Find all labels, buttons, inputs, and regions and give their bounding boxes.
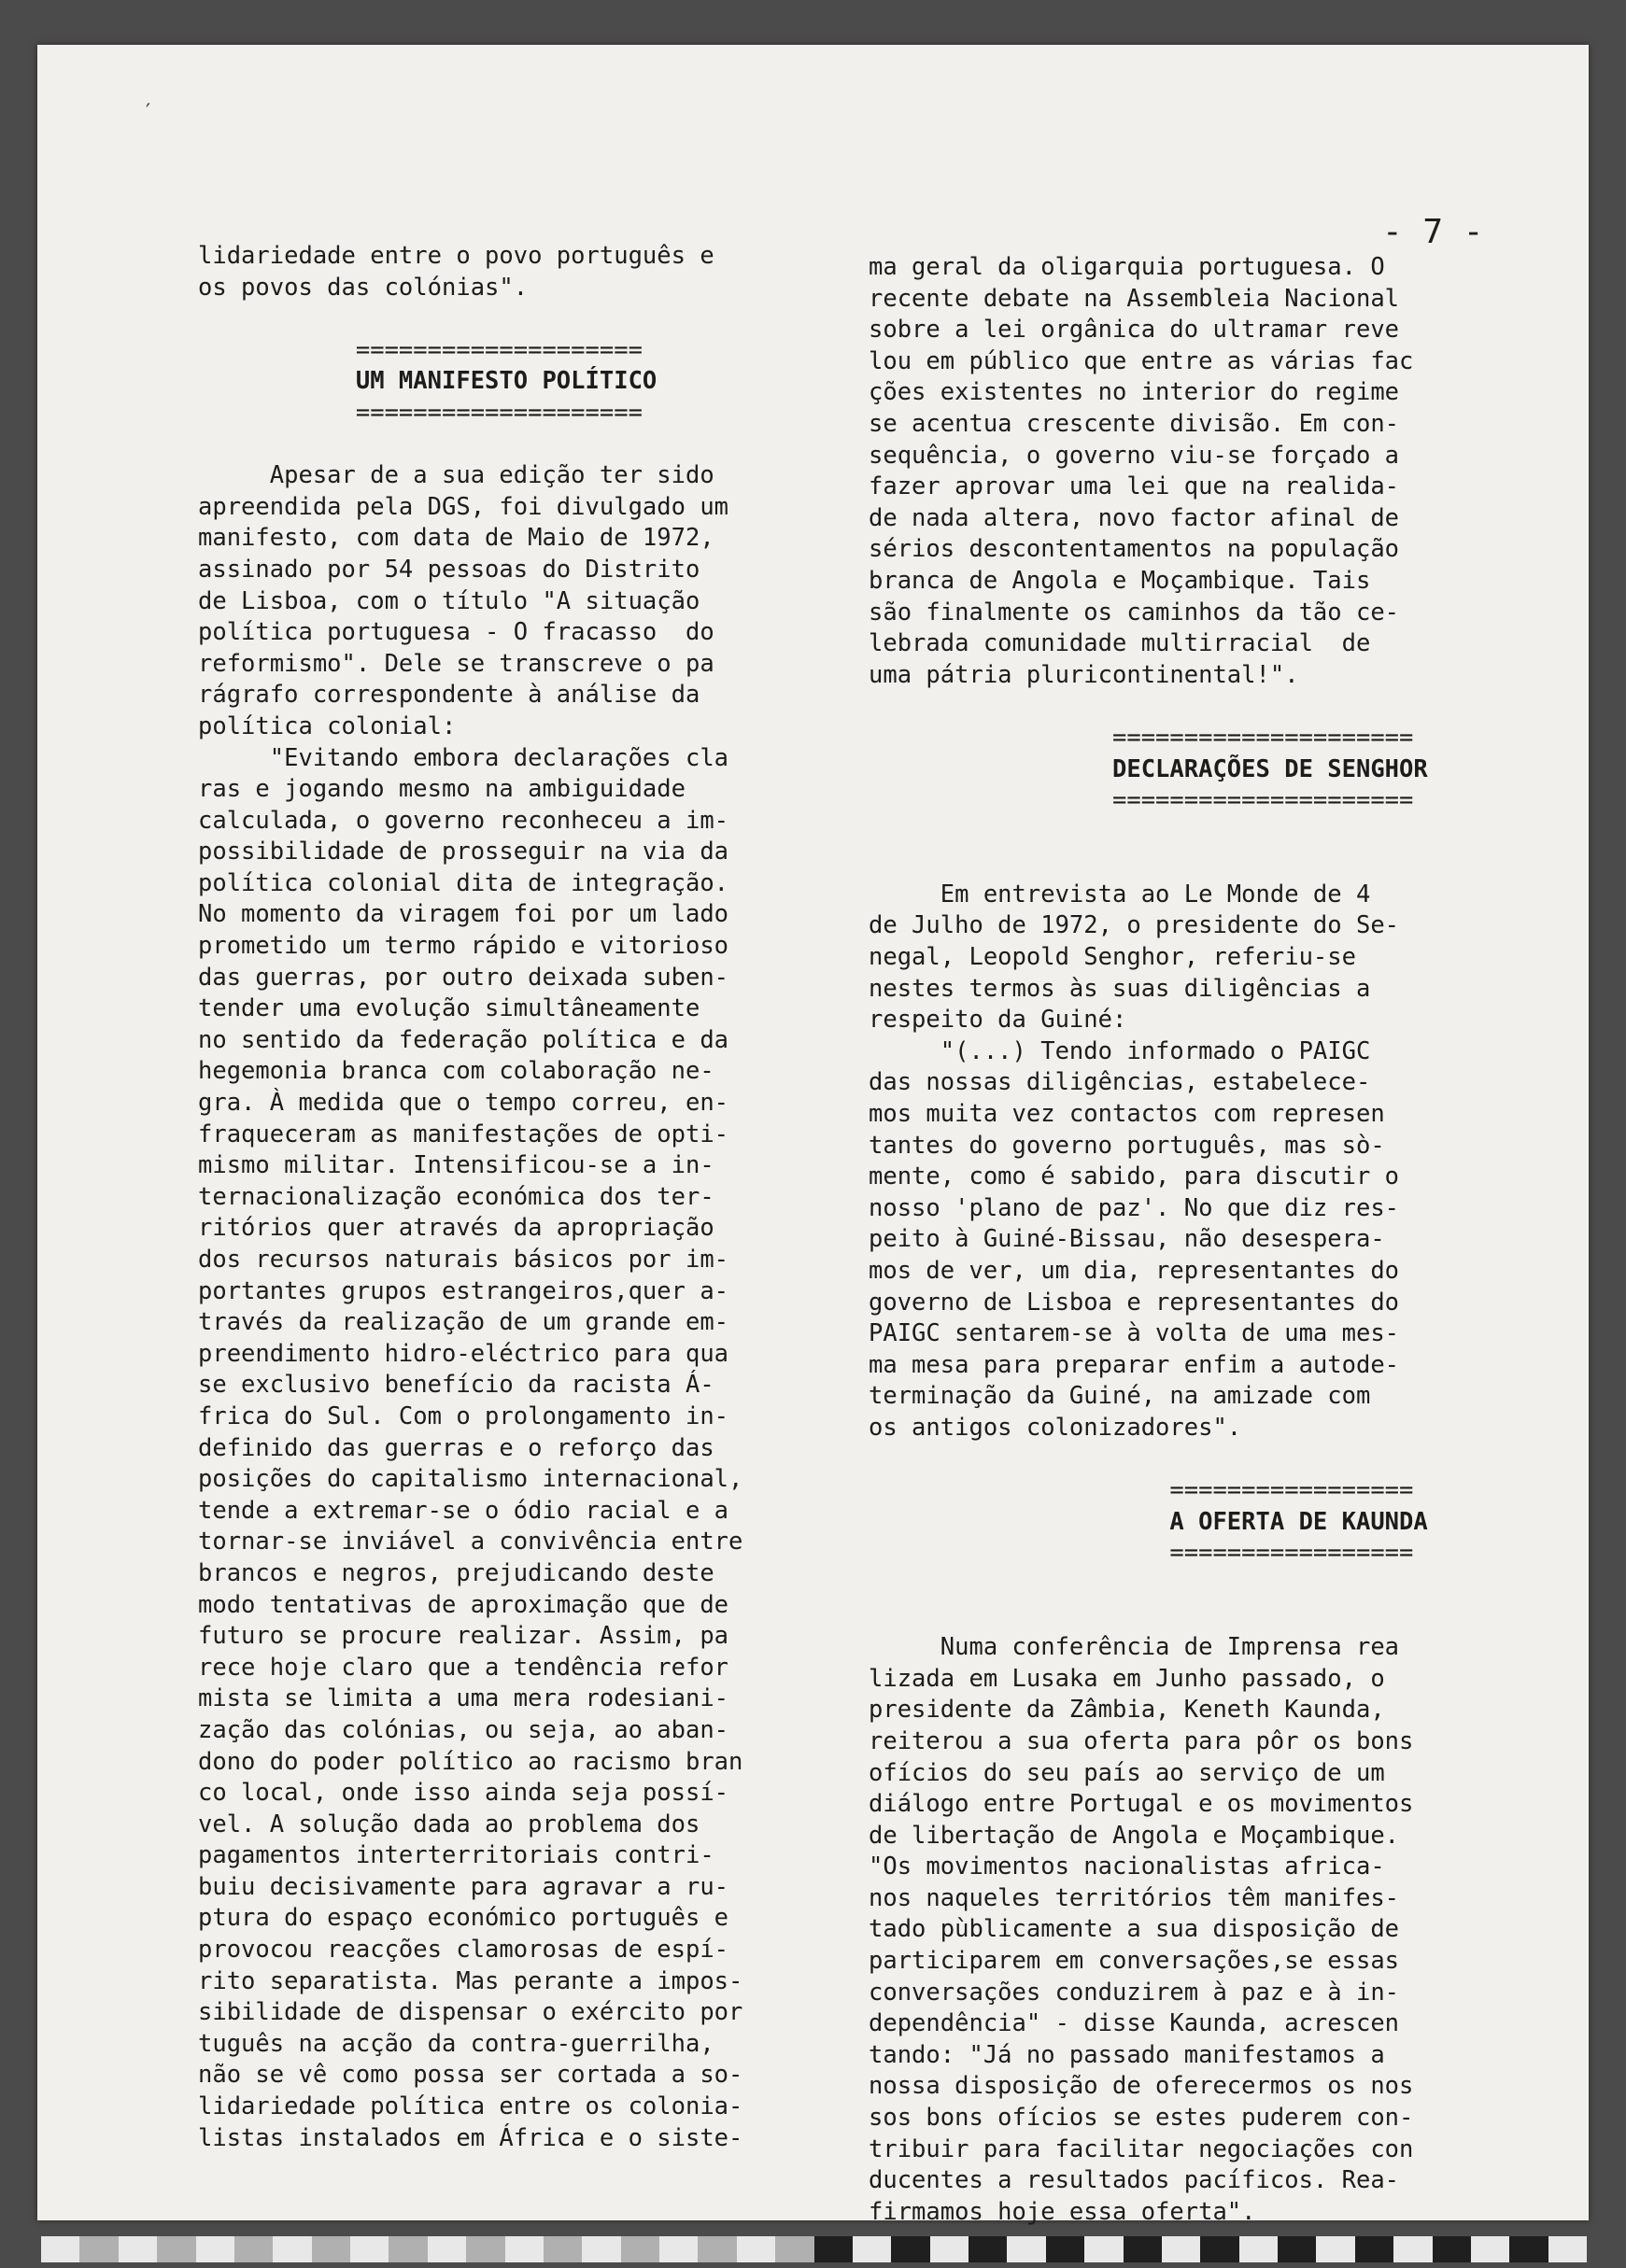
right-column-line: tado pùblicamente a sua disposição de: [869, 1915, 1400, 1944]
right-column-line: presidente da Zâmbia, Keneth Kaunda,: [869, 1696, 1385, 1725]
left-column-line: pagamentos interterritoriais contri-: [198, 1841, 714, 1870]
right-column-line: "Os movimentos nacionalistas africa-: [869, 1852, 1385, 1881]
left-column-line: listas instalados em África e o siste-: [198, 2123, 743, 2152]
right-column-line: Em entrevista ao Le Monde de 4: [869, 880, 1371, 909]
right-column-line: [869, 1444, 1504, 1476]
left-column-line: rece hoje claro que a tendência refor: [198, 1653, 729, 1682]
right-column-line: respeito da Guiné:: [869, 1006, 1127, 1035]
left-column-line: buiu decisivamente para agravar a ru-: [198, 1872, 729, 1901]
left-column-line: de Lisboa, com o título "A situação: [198, 586, 700, 615]
left-column-line: provocou reacções clamorosas de espí-: [198, 1936, 729, 1965]
left-column-line: tornar-se inviável a convivência entre: [198, 1528, 743, 1557]
right-column-line: governo de Lisboa e representantes do: [869, 1288, 1400, 1317]
right-column-line: branca de Angola e Moçambique. Tais: [869, 566, 1371, 595]
section-rule: ====================: [198, 398, 643, 427]
left-column-line: calculada, o governo reconheceu a im-: [198, 806, 729, 835]
right-column-line: uma pátria pluricontinental!".: [869, 660, 1299, 689]
right-column-line: lou em público que entre as várias fac: [869, 346, 1414, 375]
right-column-line: [869, 691, 1504, 723]
right-column-line: sérios descontentamentos na população: [869, 535, 1400, 564]
left-column-line: mista se limita a uma mera rodesiani-: [198, 1684, 729, 1713]
left-column-line: mismo militar. Intensificou-se a in-: [198, 1151, 714, 1180]
right-column-line: ções existentes no interior do regime: [869, 378, 1400, 407]
right-column-line: fazer aprovar uma lei que na realida-: [869, 472, 1400, 501]
right-column-line: dependência" - disse Kaunda, acrescen: [869, 2009, 1400, 2038]
left-column-line: [198, 430, 833, 461]
right-column-line: lebrada comunidade multirracial de: [869, 629, 1371, 658]
right-column-line: conversações conduzirem à paz e à in-: [869, 1978, 1400, 2007]
right-column-line: lizada em Lusaka em Junho passado, o: [869, 1664, 1385, 1693]
right-column-line: de Julho de 1972, o presidente do Se-: [869, 911, 1400, 940]
section-heading: DECLARAÇÕES DE SENGHOR: [869, 754, 1428, 783]
right-column-line: sos bons ofícios se estes puderem con-: [869, 2104, 1414, 2133]
right-column-line: de libertação de Angola e Moçambique.: [869, 1821, 1400, 1850]
left-column-line: definido das guerras e o reforço das: [198, 1433, 714, 1462]
section-rule: =================: [869, 1476, 1414, 1505]
right-column-line: tantes do governo português, mas sò-: [869, 1131, 1385, 1160]
left-column-line: sibilidade de dispensar o exército por: [198, 1998, 743, 2027]
right-column-line: ma geral da oligarquia portuguesa. O: [869, 253, 1385, 281]
left-column-line: assinado por 54 pessoas do Distrito: [198, 555, 700, 584]
left-column-line: dos recursos naturais básicos por im-: [198, 1246, 729, 1274]
right-column-line: [869, 848, 1504, 880]
right-column-line: Numa conferência de Imprensa rea: [869, 1633, 1400, 1662]
left-column-line: portantes grupos estrangeiros,quer a-: [198, 1276, 729, 1305]
right-column-line: os antigos colonizadores".: [869, 1413, 1242, 1442]
right-column-line: [869, 1570, 1504, 1601]
left-column-line: frica do Sul. Com o prolongamento in-: [198, 1402, 729, 1430]
section-rule: =====================: [869, 786, 1414, 815]
right-column-line: nossa disposição de oferecermos os nos: [869, 2072, 1414, 2101]
right-column-line: mente, como é sabido, para discutir o: [869, 1162, 1400, 1191]
left-column-line: os povos das colónias".: [198, 273, 529, 302]
left-column-line: [198, 303, 833, 335]
right-column-line: ducentes a resultados pacíficos. Rea-: [869, 2166, 1400, 2195]
left-column-line: ternacionalização económica dos ter-: [198, 1182, 714, 1211]
right-column-line: mos muita vez contactos com represen: [869, 1100, 1385, 1129]
section-rule: =================: [869, 1539, 1414, 1568]
left-column-line: no sentido da federação política e da: [198, 1025, 729, 1054]
left-column-line: lidariedade política entre os colonia-: [198, 2092, 743, 2121]
right-column-line: sobre a lei orgânica do ultramar reve: [869, 316, 1400, 345]
left-column-line: Apesar de a sua edição ter sido: [198, 461, 714, 490]
left-column-line: posições do capitalismo internacional,: [198, 1465, 743, 1494]
left-column-line: se exclusivo benefício da racista Á-: [198, 1371, 714, 1400]
left-column-line: reformismo". Dele se transcreve o pa: [198, 649, 714, 678]
speck-mark: ′: [146, 101, 150, 124]
right-column-line: tribuir para facilitar negociações con: [869, 2134, 1414, 2163]
right-column-line: terminação da Guiné, na amizade com: [869, 1382, 1371, 1411]
left-column-line: ras e jogando mesmo na ambiguidade: [198, 775, 686, 804]
section-rule: =====================: [869, 723, 1414, 752]
left-column-line: ptura do espaço económico português e: [198, 1904, 729, 1933]
left-column-line: manifesto, com data de Maio de 1972,: [198, 524, 714, 553]
right-column-line: nestes termos às suas diligências a: [869, 974, 1371, 1003]
left-column-line: prometido um termo rápido e vitorioso: [198, 932, 729, 961]
right-column-line: sequência, o governo viu-se forçado a: [869, 441, 1400, 470]
right-column-line: firmamos hoje essa oferta".: [869, 2197, 1256, 2226]
left-text-column: [198, 241, 833, 2154]
right-column-line: nosso 'plano de paz'. No que diz res-: [869, 1193, 1400, 1222]
right-text-column: [869, 252, 1504, 2228]
page-number: - 7 -: [1382, 213, 1484, 251]
right-column-line: tando: "Já no passado manifestamos a: [869, 2040, 1385, 2069]
left-column-line: "Evitando embora declarações cla: [198, 743, 729, 772]
left-column-line: vel. A solução dada ao problema dos: [198, 1810, 700, 1838]
left-column-line: política portuguesa - O fracasso do: [198, 618, 714, 647]
right-column-line: recente debate na Assembleia Nacional: [869, 284, 1400, 313]
right-column-line: reiterou a sua oferta para pôr os bons: [869, 1726, 1414, 1755]
left-column-line: No momento da viragem foi por um lado: [198, 900, 729, 929]
right-column-line: são finalmente os caminhos da tão ce-: [869, 598, 1400, 627]
right-column-line: mos de ver, um dia, representantes do: [869, 1257, 1400, 1285]
right-column-line: de nada altera, novo factor afinal de: [869, 503, 1400, 532]
left-column-line: futuro se procure realizar. Assim, pa: [198, 1622, 729, 1651]
left-column-line: rito separatista. Mas perante a impos-: [198, 1966, 743, 1995]
left-column-line: co local, onde isso ainda seja possí-: [198, 1779, 729, 1808]
left-column-line: gra. À medida que o tempo correu, en-: [198, 1089, 729, 1118]
right-column-line: negal, Leopold Senghor, referiu-se: [869, 943, 1356, 972]
right-column-line: das nossas diligências, estabelece-: [869, 1068, 1371, 1097]
right-column-line: PAIGC sentarem-se à volta de uma mes-: [869, 1319, 1400, 1348]
section-heading: A OFERTA DE KAUNDA: [869, 1507, 1428, 1536]
left-column-line: modo tentativas de aproximação que de: [198, 1590, 729, 1619]
left-column-line: fraqueceram as manifestações de opti-: [198, 1120, 729, 1148]
left-column-line: rágrafo correspondente à análise da: [198, 681, 700, 710]
left-column-line: dono do poder político ao racismo bran: [198, 1747, 743, 1776]
left-column-line: tender uma evolução simultâneamente: [198, 994, 700, 1023]
right-column-line: se acentua crescente divisão. Em con-: [869, 409, 1400, 438]
left-column-line: ritórios quer através da apropriação: [198, 1214, 714, 1243]
right-column-line: participarem em conversações,se essas: [869, 1947, 1400, 1976]
section-heading: UM MANIFESTO POLÍTICO: [198, 367, 657, 396]
left-column-line: não se vê como possa ser cortada a so-: [198, 2061, 743, 2090]
right-column-line: diálogo entre Portugal e os movimentos: [869, 1790, 1414, 1819]
left-column-line: tende a extremar-se o ódio racial e a: [198, 1496, 729, 1525]
left-column-line: brancos e negros, prejudicando deste: [198, 1558, 714, 1587]
right-column-line: "(...) Tendo informado o PAIGC: [869, 1036, 1371, 1065]
color-scale-bar: [41, 2236, 1587, 2262]
left-column-line: hegemonia branca com colaboração ne-: [198, 1057, 714, 1086]
right-column-line: nos naqueles territórios têm manifes-: [869, 1883, 1400, 1912]
right-column-line: ofícios do seu país ao serviço de um: [869, 1758, 1385, 1787]
left-column-line: lidariedade entre o povo português e: [198, 242, 714, 270]
right-column-line: [869, 1601, 1504, 1633]
left-column-line: tuguês na acção da contra-guerrilha,: [198, 2029, 714, 2058]
section-rule: ====================: [198, 335, 643, 364]
left-column-line: zação das colónias, ou seja, ao aban-: [198, 1715, 729, 1744]
left-column-line: possibilidade de prosseguir na via da: [198, 838, 729, 866]
right-column-line: [869, 817, 1504, 849]
right-column-line: ma mesa para preparar enfim a autode-: [869, 1350, 1400, 1379]
left-column-line: política colonial dita de integração.: [198, 868, 729, 897]
left-column-line: apreendida pela DGS, foi divulgado um: [198, 492, 729, 521]
left-column-line: través da realização de um grande em-: [198, 1308, 729, 1337]
left-column-line: preendimento hidro-eléctrico para qua: [198, 1339, 729, 1368]
right-column-line: peito à Guiné-Bissau, não desespera-: [869, 1225, 1385, 1254]
left-column-line: política colonial:: [198, 711, 457, 740]
left-column-line: das guerras, por outro deixada suben-: [198, 963, 729, 992]
document-page: [37, 45, 1589, 2226]
